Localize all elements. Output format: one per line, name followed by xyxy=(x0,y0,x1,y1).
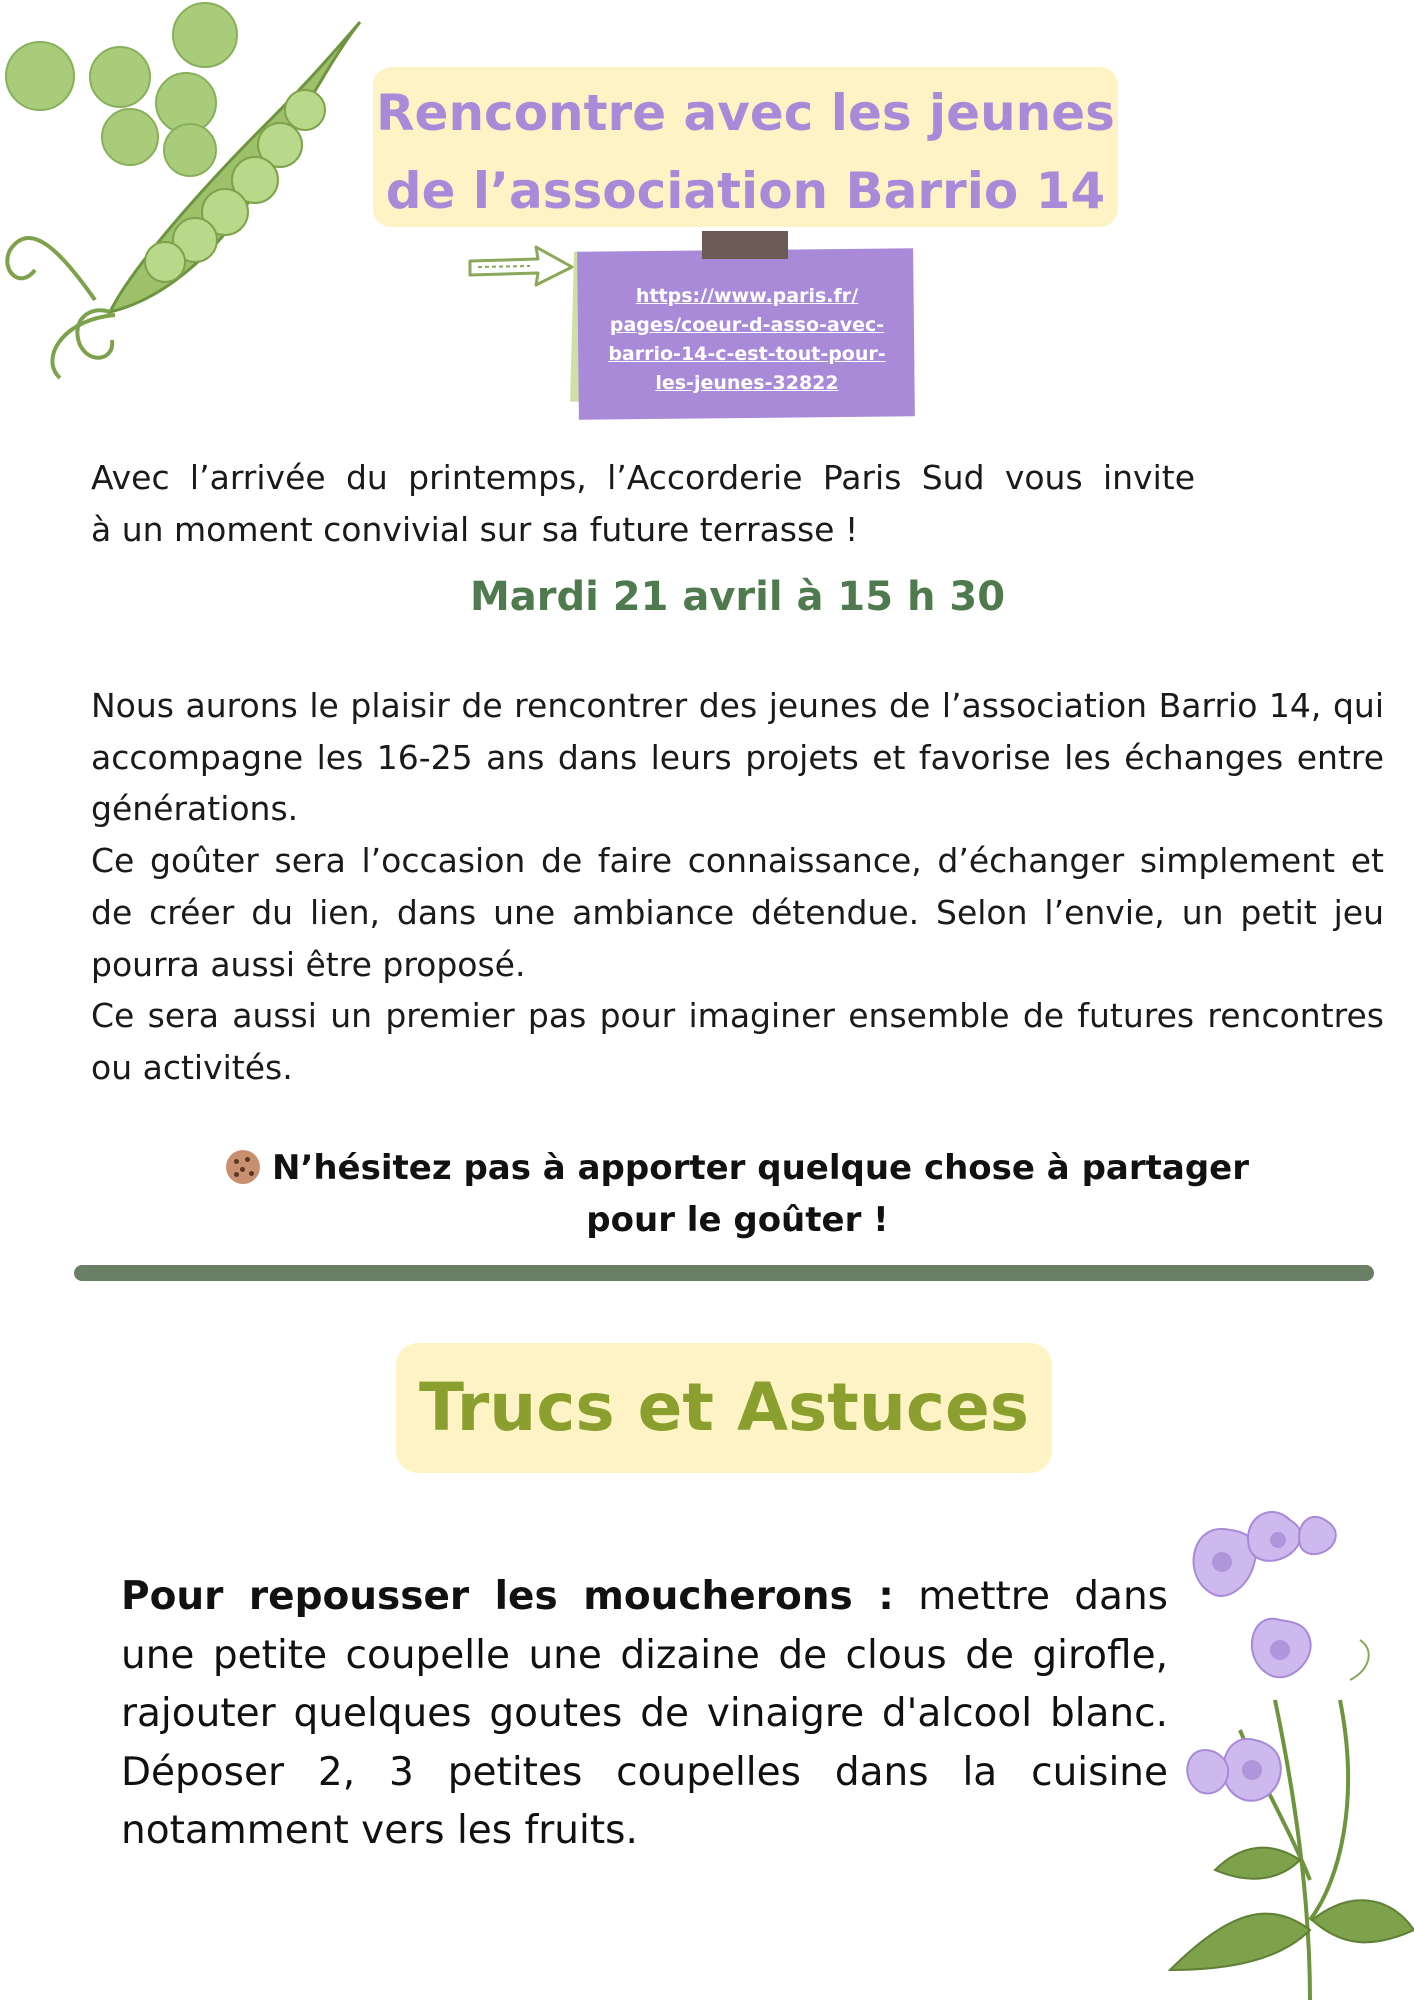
tip-paragraph xyxy=(121,1568,1168,1861)
pea-pod-illustration xyxy=(0,0,370,390)
link-line-2[interactable]: pages/coeur-d-asso-avec- xyxy=(609,314,885,336)
body-paragraph-1: Nous aurons le plaisir de rencontrer des jeunes de l’association Barrio 14, qui accompagne les 16-25 ans dans leurs projets et favorise les échanges entre générations. xyxy=(91,686,1384,829)
intro-line-1: Avec l’arrivée du printemps, l’Accorderie Paris Sud vous invite xyxy=(91,458,1195,497)
title-line-2: de l’association Barrio 14 xyxy=(385,162,1106,220)
arrow-right-icon xyxy=(468,245,576,287)
link-line-1[interactable]: https://www.paris.fr/ xyxy=(635,285,859,307)
call-line-1: N’hésitez pas à apporter quelque chose à partager xyxy=(271,1148,1249,1188)
link-line-3[interactable]: barrio-14-c-est-tout-pour- xyxy=(608,343,886,365)
call-to-action xyxy=(91,1142,1384,1246)
tips-heading: Trucs et Astuces xyxy=(418,1369,1030,1446)
page-title xyxy=(373,74,1118,230)
body-paragraph-3: Ce sera aussi un premier pas pour imaginer ensemble de futures rencontres ou activités. xyxy=(91,996,1384,1087)
intro-paragraph xyxy=(91,452,1211,556)
article-link[interactable] xyxy=(596,282,898,398)
title-line-1: Rencontre avec les jeunes xyxy=(376,84,1115,142)
tip-title: Pour repousser les moucherons : xyxy=(121,1574,894,1619)
cookie-icon xyxy=(226,1150,260,1184)
call-line-2: pour le goûter ! xyxy=(586,1200,889,1240)
link-line-4[interactable]: les-jeunes-32822 xyxy=(655,372,839,394)
body-text xyxy=(91,680,1384,1094)
event-date: Mardi 21 avril à 15 h 30 xyxy=(469,574,1006,620)
sweet-pea-flower-illustration xyxy=(1160,1500,1414,2000)
tip-text: mettre dans une petite coupelle une dizaine de clous de girofle, rajouter quelques goutes de vinaigre d'alcool blanc. Déposer 2, 3 petites coupelles dans la cuisine notamment vers les fruits. xyxy=(121,1574,1168,1854)
body-paragraph-2: Ce goûter sera l’occasion de faire connaissance, d’échanger simplement et de créer du lien, dans une ambiance détendue. Selon l’envie, un petit jeu pourra aussi être proposé. xyxy=(91,841,1384,984)
intro-line-2: à un moment convivial sur sa future terrasse ! xyxy=(91,510,859,549)
call-line-1-wrap xyxy=(91,1142,1384,1194)
tape-strip xyxy=(702,231,788,259)
section-divider xyxy=(74,1265,1374,1281)
